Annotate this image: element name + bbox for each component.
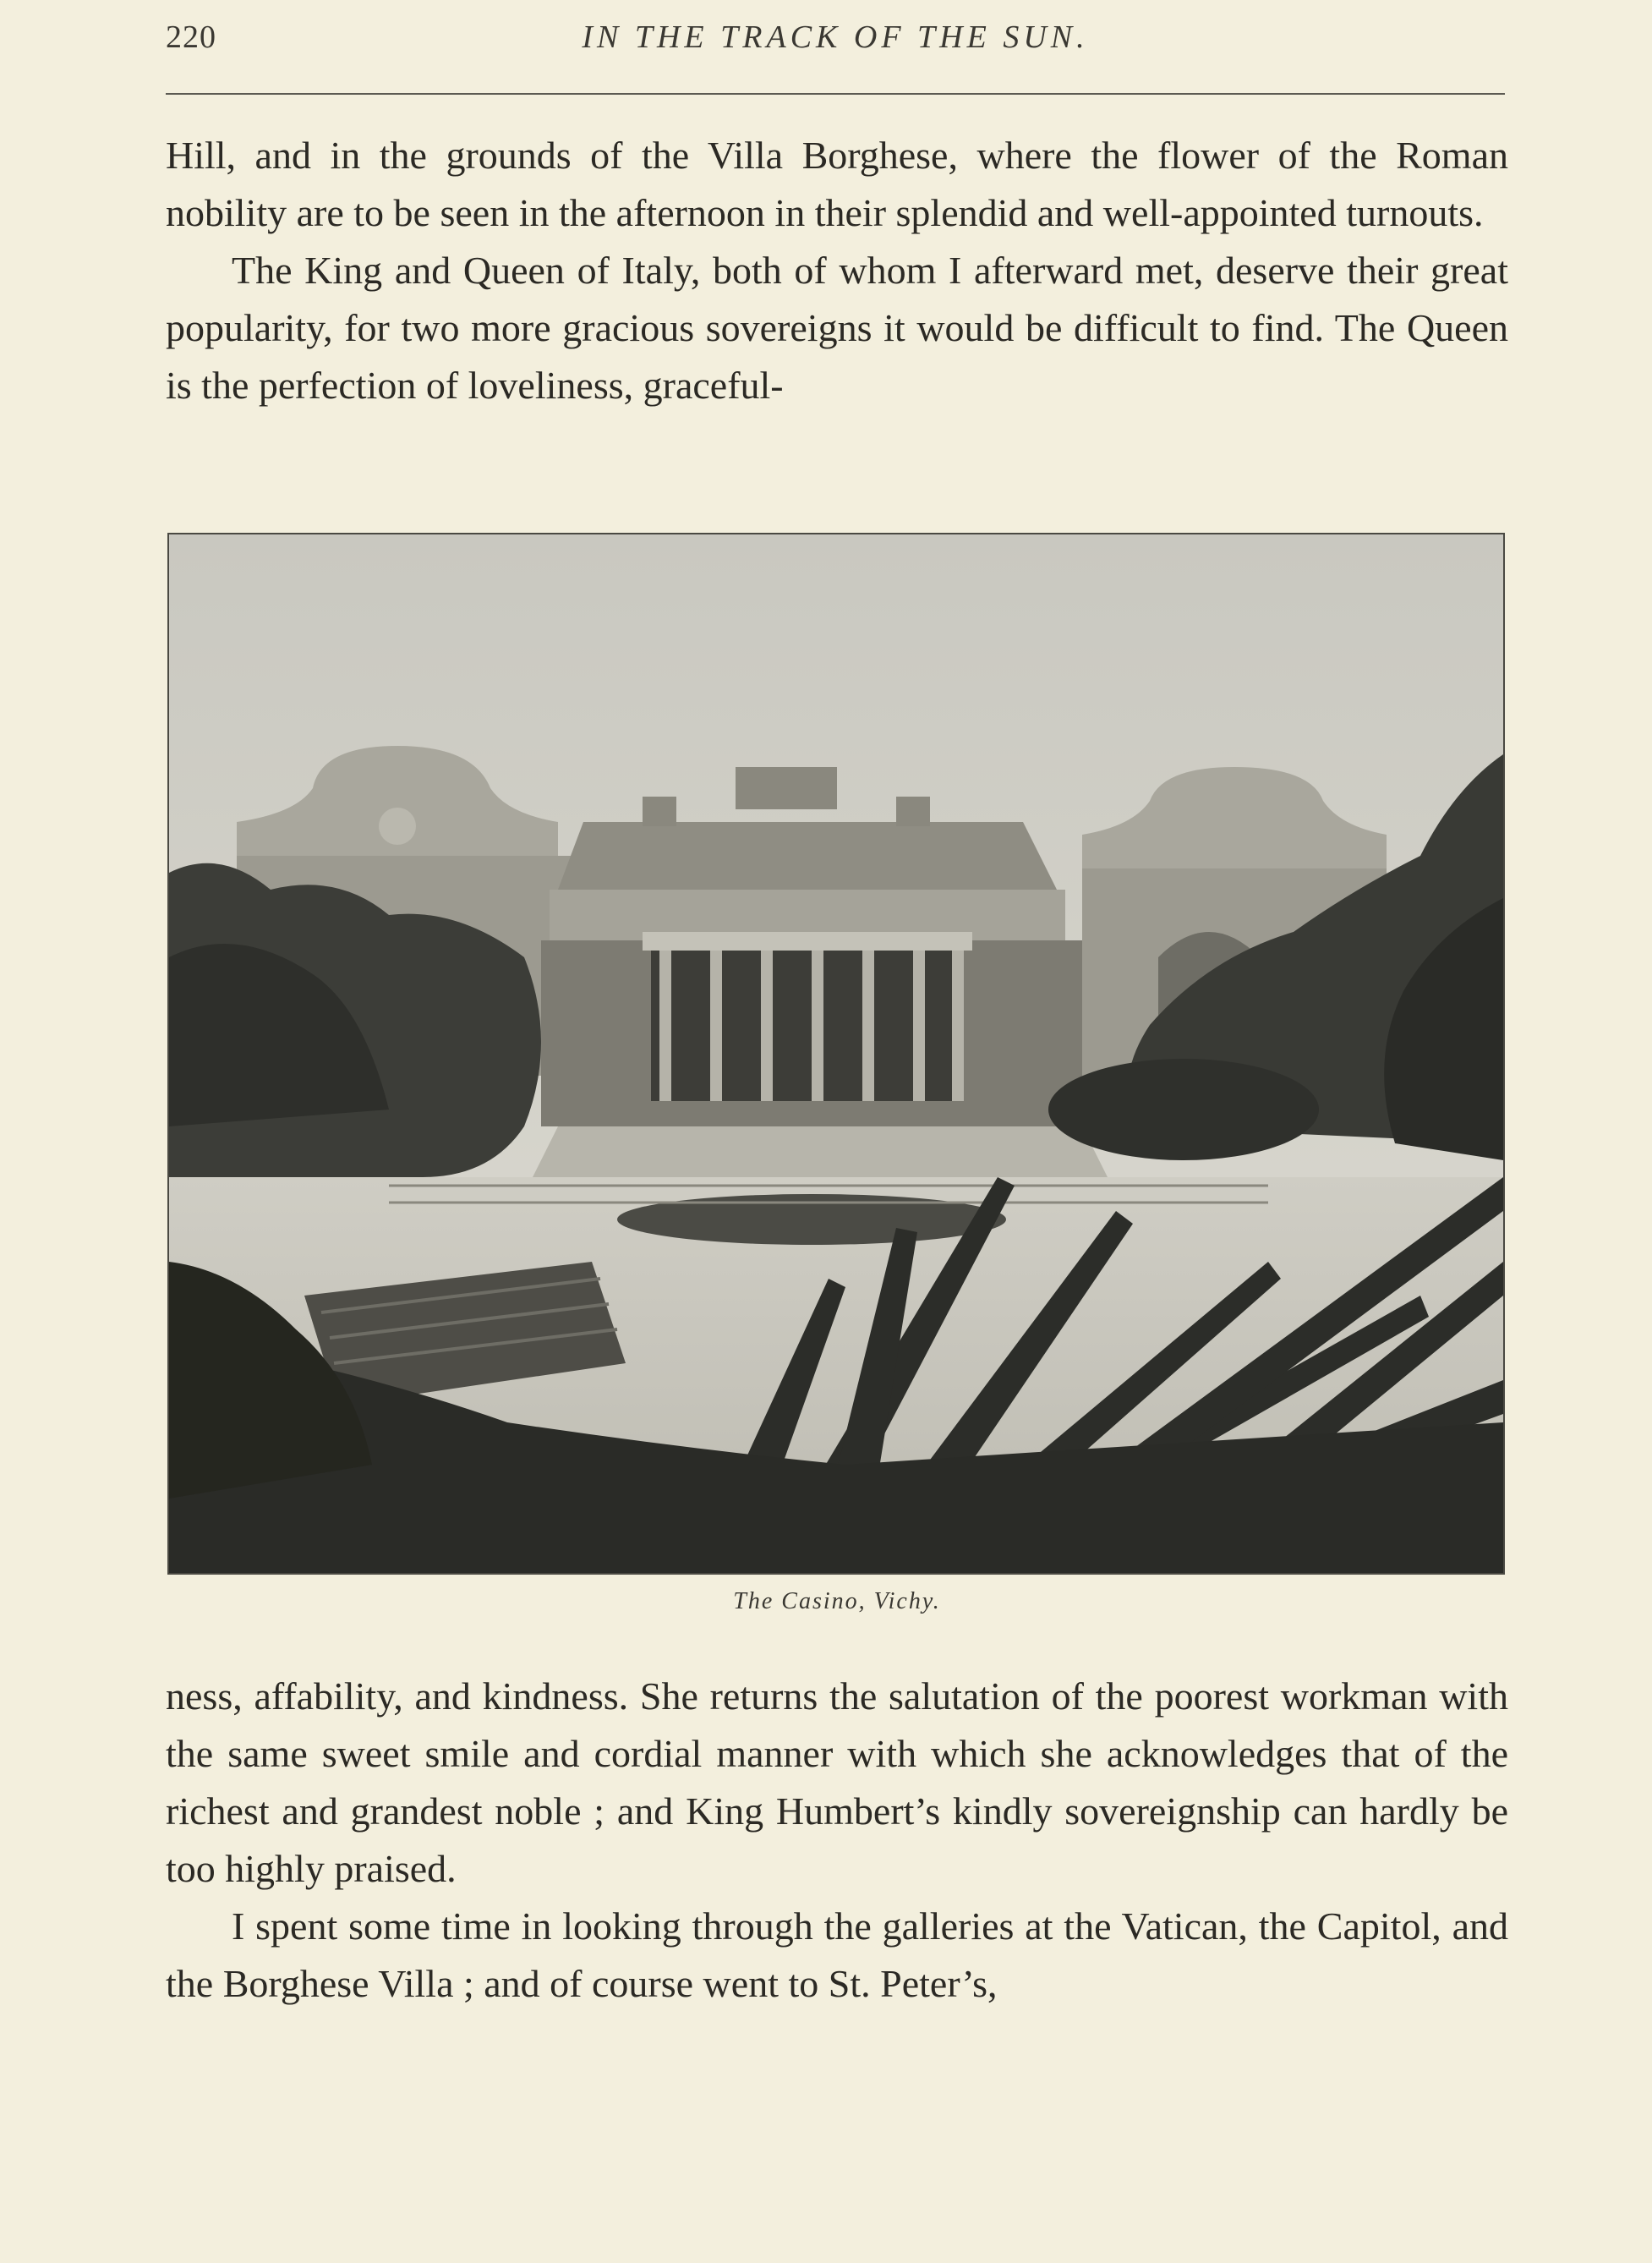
running-head: [166, 19, 1505, 69]
figure-caption: The Casino, Vichy.: [733, 1588, 941, 1614]
paragraph: Hill, and in the grounds of the Villa Borghese, where the flower of the Roman nobility are to be seen in the afternoon in their splendid and well-appointed turnouts.: [166, 134, 1508, 234]
header-rule: [166, 93, 1505, 95]
body-text-top: [166, 127, 1508, 414]
paragraph: ness, affability, and kindness. She returns the salutation of the poorest workman with the same sweet smile and cordial manner with which she acknowledges that of the richest and grandest noble ; and King Humbert’s kindly sovereignship can hardly be too highly praised.: [166, 1674, 1508, 1890]
running-title: IN THE TRACK OF THE SUN.: [582, 19, 1089, 55]
casino-photo-illustration: [169, 534, 1503, 1573]
paragraph: I spent some time in looking through the galleries at the Vatican, the Capitol, and the Borghese Villa ; and of course went to St. Peter’s,: [166, 1904, 1508, 2005]
photograph-casino-vichy: [167, 533, 1505, 1575]
page-number: 220: [166, 19, 216, 55]
body-text-bottom: [166, 1668, 1508, 2013]
paragraph: The King and Queen of Italy, both of whom I afterward met, deserve their great popularity, for two more gracious sovereigns it would be difficult to find. The Queen is the perfection of loveliness, graceful-: [166, 249, 1508, 407]
